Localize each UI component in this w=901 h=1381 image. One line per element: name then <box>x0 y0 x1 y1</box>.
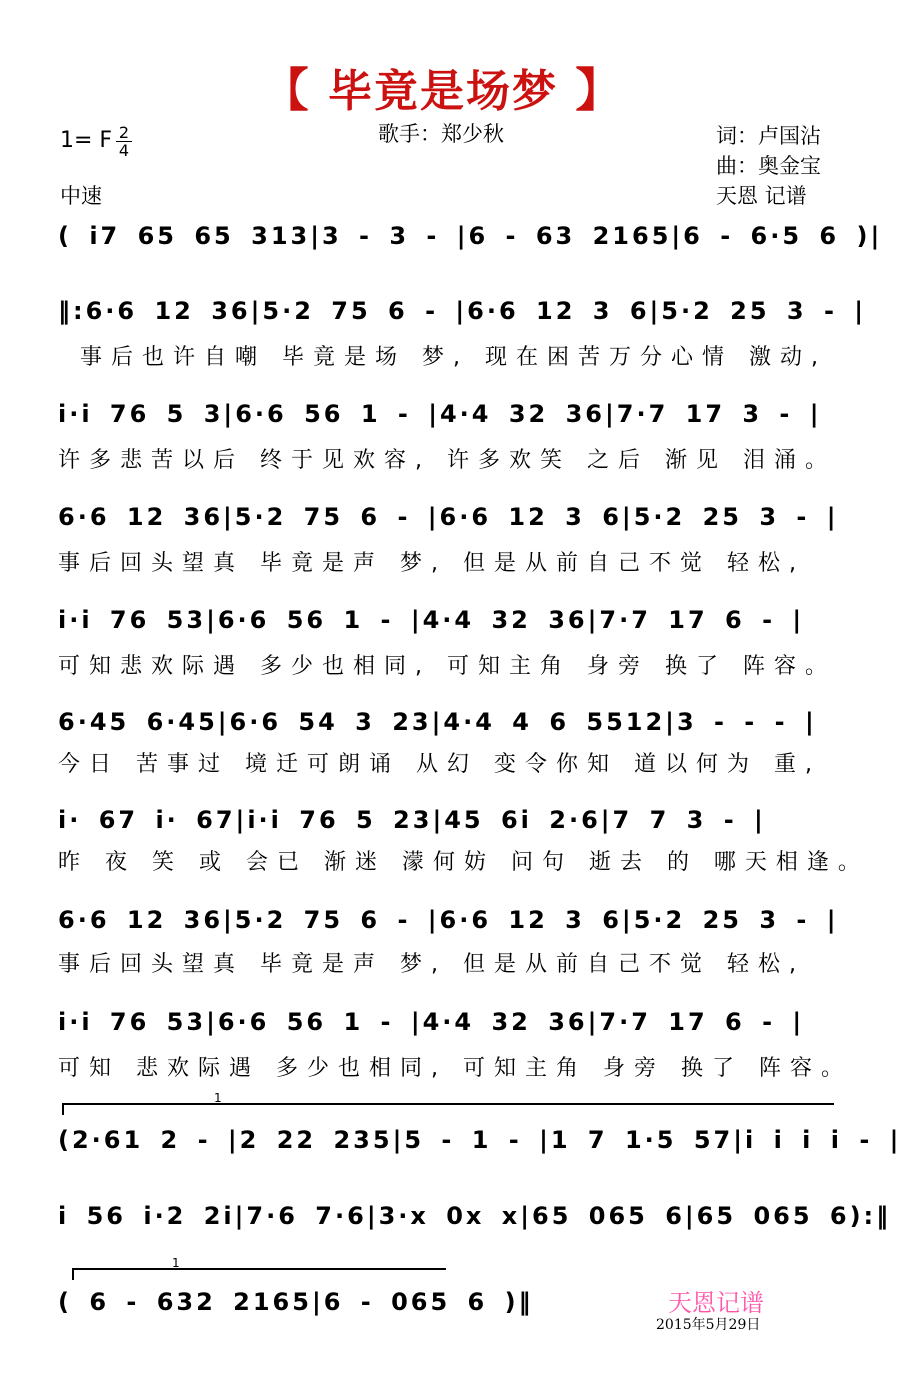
notes-row: i· 67 i· 67|i·i 76 5 23|45 6i 2·6|7 7 3 - | <box>58 806 766 834</box>
lyrics-row: 事后回头望真 毕竟是声 梦, 但是从前自己不觉 轻松, <box>58 551 805 576</box>
lyricist-label: 词：卢国沾 <box>716 124 821 148</box>
lyrics-row: 昨 夜 笑 或 会已 渐迷 濛何妨 问句 逝去 的 哪天相逢。 <box>58 850 869 875</box>
title-bracket-close: 】 <box>575 63 624 117</box>
notes-row: ‖:6·6 12 36|5·2 75 6 - |6·6 12 3 6|5·2 25 3 - | <box>58 297 867 325</box>
lyrics-row: 事后回头望真 毕竟是声 梦, 但是从前自己不觉 轻松, <box>58 952 805 977</box>
ending-bracket <box>72 1256 446 1280</box>
transcriber-label: 天恩 记谱 <box>716 184 807 208</box>
notes-row: 6·6 12 36|5·2 75 6 - |6·6 12 3 6|5·2 25 3 - | <box>58 503 839 531</box>
lyrics-row: 可知 悲欢际遇 多少也相同, 可知主角 身旁 换了 阵容。 <box>58 1056 852 1081</box>
lyrics-row: 许多悲苦以后 终于见欢容, 许多欢笑 之后 渐见 泪涌。 <box>58 448 836 473</box>
notes-row: 6·6 12 36|5·2 75 6 - |6·6 12 3 6|5·2 25 3 - | <box>58 906 839 934</box>
notes-row: i·i 76 5 3|6·6 56 1 - |4·4 32 36|7·7 17 3 - | <box>58 400 822 428</box>
title-bracket-open: 【 <box>262 63 311 117</box>
notes-row: (2·61 2 - |2 22 235|5 - 1 - |1 7 1·5 57|i i i i - | <box>58 1126 901 1154</box>
lyrics-row: 今日 苦事过 境迁可朗诵 从幻 变令你知 道以何为 重, <box>58 752 821 777</box>
lyrics-row: 事后也许自嘲 毕竟是场 梦, 现在困苦万分心情 激动, <box>80 345 827 370</box>
notes-row: 6·45 6·45|6·6 54 3 23|4·4 4 6 5512|3 - - - | <box>58 708 817 736</box>
transcriber-stamp: 天恩记谱 <box>668 1289 764 1317</box>
ending-number: 1 <box>172 1256 180 1270</box>
date-label: 2015年5月29日 <box>656 1317 761 1333</box>
singer-label: 歌手：郑少秋 <box>378 122 504 146</box>
notes-row: i·i 76 53|6·6 56 1 - |4·4 32 36|7·7 17 6 - | <box>58 606 805 634</box>
notes-row: ( 6 - 632 2165|6 - 065 6 )‖ <box>58 1288 534 1316</box>
tempo-label: 中速 <box>60 184 102 208</box>
notes-row: i 56 i·2 2i|7·6 7·6|3·x 0x x|65 065 6|65 065 6):‖ <box>58 1202 892 1230</box>
time-bottom: 4 <box>116 141 132 159</box>
notes-row: ( i7 65 65 313|3 - 3 - |6 - 63 2165|6 - 6·5 6 )| <box>58 222 883 250</box>
notes-row: i·i 76 53|6·6 56 1 - |4·4 32 36|7·7 17 6 - | <box>58 1008 805 1036</box>
key-signature: 1= F <box>60 128 113 153</box>
time-signature <box>116 124 132 159</box>
time-top: 2 <box>118 123 130 142</box>
composer-label: 曲：奥金宝 <box>716 154 821 178</box>
volta-number: 1 <box>214 1091 222 1105</box>
lyrics-row: 可知悲欢际遇 多少也相同, 可知主角 身旁 换了 阵容。 <box>58 654 836 679</box>
volta-bracket <box>62 1091 834 1115</box>
song-title <box>0 54 886 120</box>
title-text: 毕竟是场梦 <box>328 66 558 117</box>
